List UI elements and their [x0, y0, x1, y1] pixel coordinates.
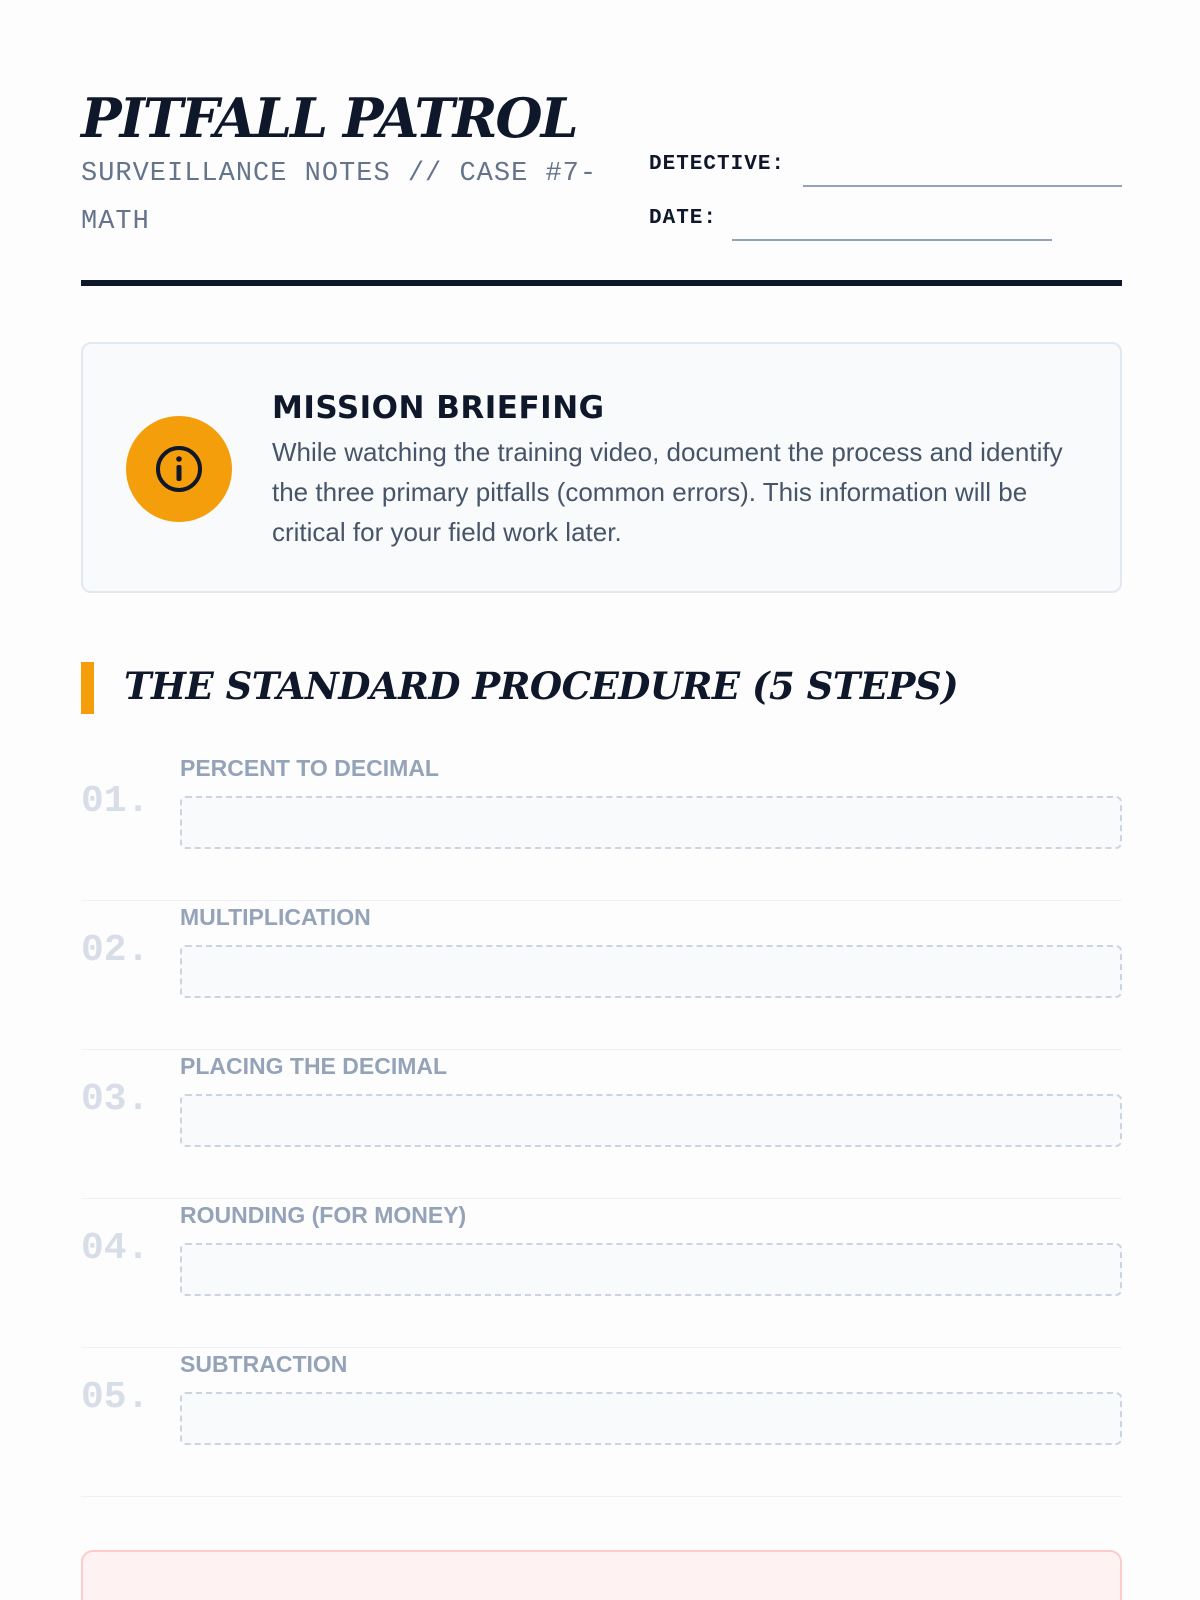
procedure-section-title: THE STANDARD PROCEDURE (5 STEPS): [124, 664, 959, 708]
detective-field[interactable]: [803, 185, 1122, 187]
briefing-icon-badge: [126, 416, 232, 522]
procedure-step: [81, 901, 1122, 1050]
briefing-text: While watching the training video, document the process and identify the three primary pitfalls (common errors). This information will be critical for your field work later.: [272, 437, 1063, 547]
date-label: DATE:: [649, 207, 718, 230]
step-number: 04.: [81, 1227, 150, 1270]
date-field[interactable]: [732, 239, 1052, 241]
header-divider: [81, 280, 1122, 286]
worksheet-header: [81, 80, 1122, 286]
step-answer-field[interactable]: [180, 1243, 1122, 1296]
procedure-step: [81, 1199, 1122, 1348]
step-label: PERCENT TO DECIMAL: [180, 755, 439, 781]
mission-briefing-card: [81, 342, 1122, 593]
step-number: 05.: [81, 1376, 150, 1419]
step-answer-field[interactable]: [180, 796, 1122, 849]
section-accent-bar: [81, 662, 94, 714]
worksheet-title: PITFALL PATROL: [81, 86, 577, 150]
step-answer-field[interactable]: [180, 945, 1122, 998]
step-number: 03.: [81, 1078, 150, 1121]
step-answer-field[interactable]: [180, 1094, 1122, 1147]
procedure-step: [81, 1050, 1122, 1199]
procedure-step: [81, 1348, 1122, 1497]
step-number: 02.: [81, 929, 150, 972]
briefing-title: MISSION BRIEFING: [272, 390, 605, 426]
pitfall-alert-card: [81, 1550, 1122, 1600]
step-label: SUBTRACTION: [180, 1351, 348, 1377]
procedure-step: [81, 752, 1122, 901]
step-label: PLACING THE DECIMAL: [180, 1053, 448, 1079]
step-number: 01.: [81, 780, 150, 823]
step-label: ROUNDING (FOR MONEY): [180, 1202, 467, 1228]
step-answer-field[interactable]: [180, 1392, 1122, 1445]
detective-label: DETECTIVE:: [649, 153, 786, 176]
info-icon: [154, 444, 204, 494]
case-subtitle: SURVEILLANCE NOTES // CASE #7-MATH: [81, 159, 598, 237]
step-label: MULTIPLICATION: [180, 904, 371, 930]
